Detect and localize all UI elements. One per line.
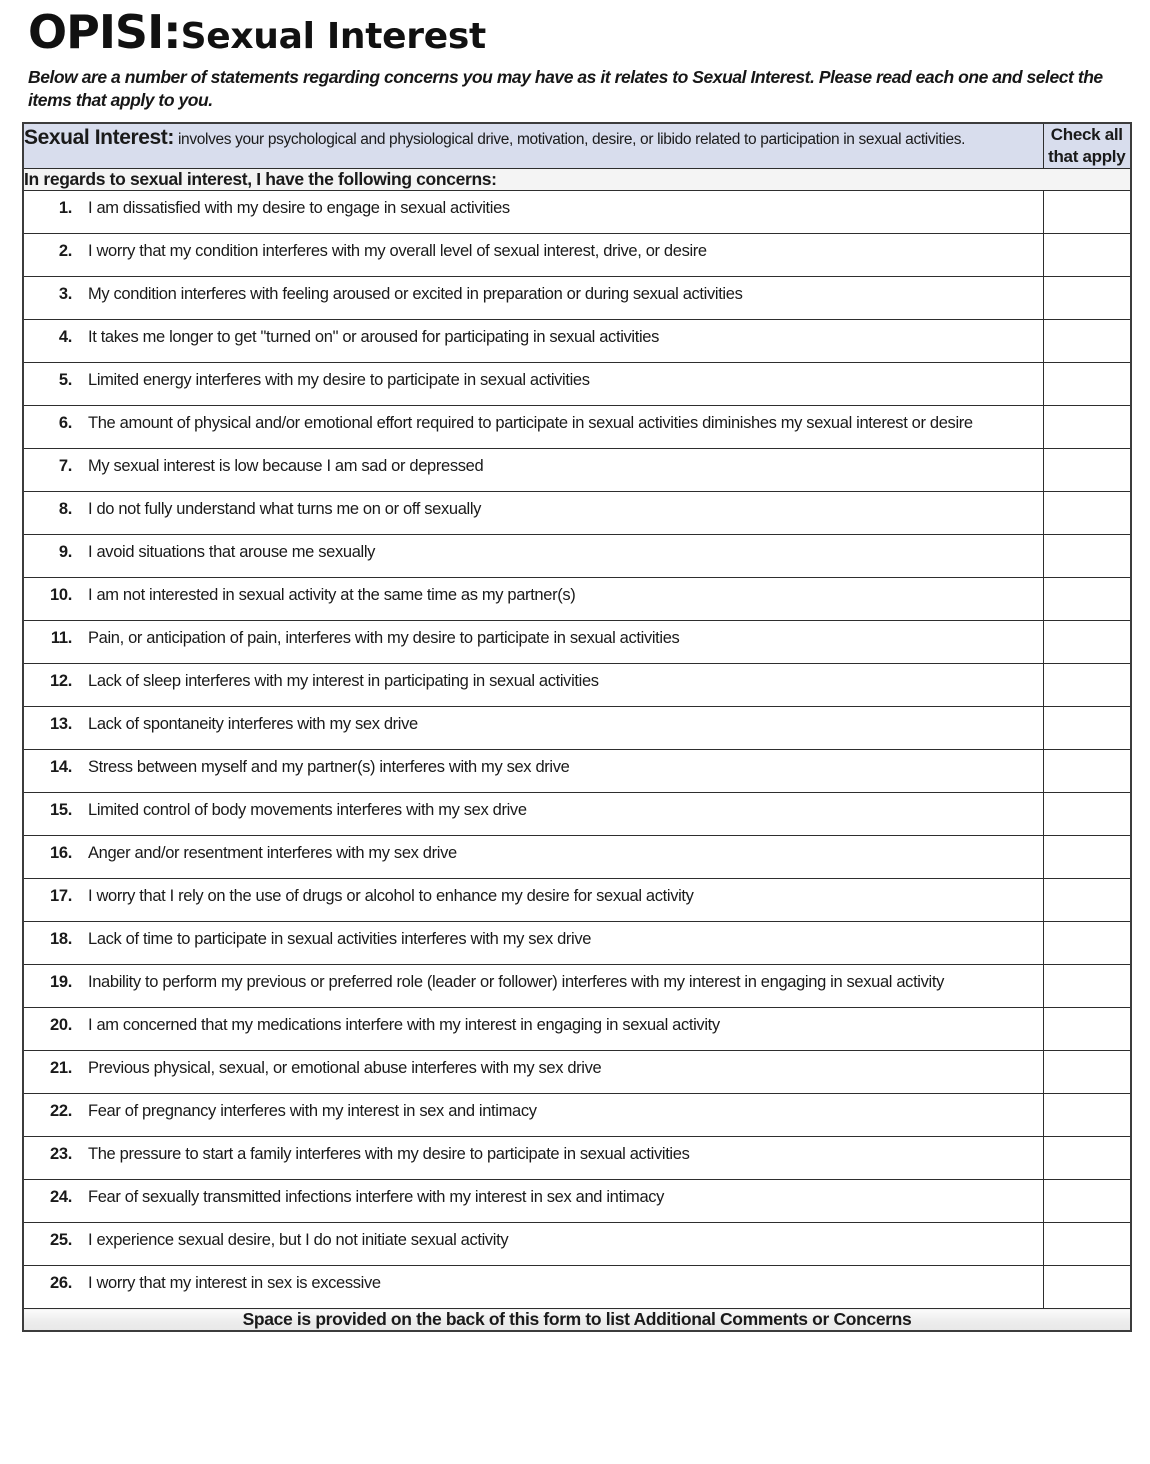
item-number: 10. (49, 586, 72, 605)
table-row (23, 535, 1131, 578)
item-number: 25. (49, 1231, 72, 1250)
table-row (23, 1266, 1131, 1309)
check-column-header: Check all that apply (1043, 123, 1131, 169)
item-cell (23, 793, 1043, 836)
table-row (23, 879, 1131, 922)
item-text: I do not fully understand what turns me on or off sexually (88, 500, 482, 519)
item-cell (23, 1180, 1043, 1223)
item-checkbox-cell[interactable] (1043, 191, 1131, 234)
item-checkbox-cell[interactable] (1043, 363, 1131, 406)
item-number: 15. (49, 801, 72, 820)
table-row (23, 750, 1131, 793)
item-checkbox-cell[interactable] (1043, 1137, 1131, 1180)
item-cell (23, 363, 1043, 406)
item-cell (23, 449, 1043, 492)
item-number: 26. (49, 1274, 72, 1293)
item-cell (23, 836, 1043, 879)
item-text: I am dissatisfied with my desire to engage in sexual activities (88, 199, 510, 218)
item-checkbox-cell[interactable] (1043, 320, 1131, 363)
item-text: Fear of sexually transmitted infections interfere with my interest in sex and intimacy (88, 1188, 665, 1207)
item-cell (23, 578, 1043, 621)
item-cell (23, 1094, 1043, 1137)
table-row (23, 492, 1131, 535)
item-number: 3. (58, 285, 72, 304)
item-checkbox-cell[interactable] (1043, 1094, 1131, 1137)
instructions-paragraph: Below are a number of statements regarding concerns you may have as it relates to Sexual Interest. Please read each one and select the items that apply to you. (28, 67, 1103, 110)
item-cell (23, 406, 1043, 449)
item-number: 5. (58, 371, 72, 390)
item-number: 14. (49, 758, 72, 777)
item-number: 1. (58, 199, 72, 218)
item-checkbox-cell[interactable] (1043, 277, 1131, 320)
table-row (23, 965, 1131, 1008)
item-cell (23, 191, 1043, 234)
item-checkbox-cell[interactable] (1043, 1051, 1131, 1094)
page-title (28, 5, 1132, 59)
item-number: 4. (58, 328, 72, 347)
table-row (23, 449, 1131, 492)
table-row (23, 277, 1131, 320)
table-row (23, 664, 1131, 707)
item-checkbox-cell[interactable] (1043, 1008, 1131, 1051)
item-number: 23. (49, 1145, 72, 1164)
item-number: 7. (58, 457, 72, 476)
table-row (23, 363, 1131, 406)
item-number: 22. (49, 1102, 72, 1121)
item-checkbox-cell[interactable] (1043, 793, 1131, 836)
item-checkbox-cell[interactable] (1043, 492, 1131, 535)
item-cell (23, 492, 1043, 535)
item-cell (23, 535, 1043, 578)
table-row (23, 234, 1131, 277)
table-row (23, 1094, 1131, 1137)
item-number: 17. (49, 887, 72, 906)
table-row (23, 922, 1131, 965)
item-cell (23, 664, 1043, 707)
table-row (23, 1180, 1131, 1223)
item-checkbox-cell[interactable] (1043, 664, 1131, 707)
page-title-scale-name: Sexual Interest (180, 16, 486, 57)
item-cell (23, 922, 1043, 965)
item-text: The amount of physical and/or emotional effort required to participate in sexual activities diminishes my sexual interest or desire (88, 414, 973, 433)
table-row (23, 320, 1131, 363)
item-number: 20. (49, 1016, 72, 1035)
item-number: 9. (58, 543, 72, 562)
section-prompt-row (23, 169, 1131, 191)
table-row (23, 793, 1131, 836)
item-number: 2. (58, 242, 72, 261)
item-text: My condition interferes with feeling aroused or excited in preparation or during sexual activities (88, 285, 743, 304)
item-text: It takes me longer to get "turned on" or aroused for participating in sexual activities (88, 328, 660, 347)
table-row (23, 707, 1131, 750)
item-text: Fear of pregnancy interferes with my interest in sex and intimacy (88, 1102, 537, 1121)
item-number: 11. (50, 629, 72, 648)
item-text: Lack of time to participate in sexual activities interferes with my sex drive (88, 930, 592, 949)
item-text: My sexual interest is low because I am sad or depressed (88, 457, 484, 476)
item-checkbox-cell[interactable] (1043, 879, 1131, 922)
item-text: I worry that I rely on the use of drugs or alcohol to enhance my desire for sexual activity (88, 887, 694, 906)
item-cell (23, 750, 1043, 793)
item-cell (23, 1223, 1043, 1266)
item-checkbox-cell[interactable] (1043, 535, 1131, 578)
section-prompt: In regards to sexual interest, I have the following concerns: (23, 169, 1131, 191)
table-header-row (23, 123, 1131, 169)
item-text: Lack of sleep interferes with my interest in participating in sexual activities (88, 672, 599, 691)
page-title-acronym: OPISI: (28, 5, 181, 59)
item-cell (23, 234, 1043, 277)
item-checkbox-cell[interactable] (1043, 836, 1131, 879)
definition-label: Sexual Interest: (24, 126, 174, 150)
item-checkbox-cell[interactable] (1043, 621, 1131, 664)
item-text: Anger and/or resentment interferes with my sex drive (88, 844, 457, 863)
item-checkbox-cell[interactable] (1043, 1266, 1131, 1309)
item-checkbox-cell[interactable] (1043, 922, 1131, 965)
sexual-interest-questionnaire-table (22, 122, 1132, 1332)
table-row (23, 1008, 1131, 1051)
item-cell (23, 621, 1043, 664)
item-text: I am not interested in sexual activity at the same time as my partner(s) (88, 586, 576, 605)
item-number: 6. (58, 414, 72, 433)
item-checkbox-cell[interactable] (1043, 707, 1131, 750)
item-text: The pressure to start a family interferes with my desire to participate in sexual activities (88, 1145, 690, 1164)
item-text: Limited control of body movements interferes with my sex drive (88, 801, 527, 820)
item-number: 19. (49, 973, 72, 992)
item-number: 12. (49, 672, 72, 691)
item-cell (23, 707, 1043, 750)
item-cell (23, 1137, 1043, 1180)
item-cell (23, 1266, 1043, 1309)
table-row (23, 621, 1131, 664)
item-cell (23, 965, 1043, 1008)
item-number: 18. (49, 930, 72, 949)
item-text: Lack of spontaneity interferes with my sex drive (88, 715, 418, 734)
footer-note: Space is provided on the back of this form to list Additional Comments or Concerns (23, 1309, 1131, 1332)
item-checkbox-cell[interactable] (1043, 750, 1131, 793)
item-checkbox-cell[interactable] (1043, 578, 1131, 621)
item-text: I worry that my interest in sex is excessive (88, 1274, 381, 1293)
item-number: 21. (49, 1059, 72, 1078)
item-checkbox-cell[interactable] (1043, 1223, 1131, 1266)
item-text: I avoid situations that arouse me sexually (88, 543, 376, 562)
table-row (23, 1051, 1131, 1094)
item-text: I experience sexual desire, but I do not initiate sexual activity (88, 1231, 509, 1250)
item-checkbox-cell[interactable] (1043, 234, 1131, 277)
item-cell (23, 879, 1043, 922)
item-checkbox-cell[interactable] (1043, 965, 1131, 1008)
item-text: I am concerned that my medications interfere with my interest in engaging in sexual activity (88, 1016, 720, 1035)
item-cell (23, 320, 1043, 363)
item-text: I worry that my condition interferes with my overall level of sexual interest, drive, or desire (88, 242, 707, 261)
item-number: 16. (49, 844, 72, 863)
item-cell (23, 1051, 1043, 1094)
definition-cell (23, 123, 1043, 169)
item-text: Stress between myself and my partner(s) interferes with my sex drive (88, 758, 570, 777)
table-row (23, 836, 1131, 879)
table-row (23, 191, 1131, 234)
item-checkbox-cell[interactable] (1043, 449, 1131, 492)
definition-text: involves your psychological and physiological drive, motivation, desire, or libido related to participation in sexual activities. (174, 131, 966, 149)
item-checkbox-cell[interactable] (1043, 406, 1131, 449)
item-checkbox-cell[interactable] (1043, 1180, 1131, 1223)
item-text: Previous physical, sexual, or emotional abuse interferes with my sex drive (88, 1059, 602, 1078)
table-row (23, 1223, 1131, 1266)
item-number: 8. (58, 500, 72, 519)
item-number: 13. (49, 715, 72, 734)
table-body (23, 123, 1131, 1331)
footer-row (23, 1309, 1131, 1332)
item-text: Limited energy interferes with my desire to participate in sexual activities (88, 371, 590, 390)
item-text: Pain, or anticipation of pain, interferes with my desire to participate in sexual activities (88, 629, 680, 648)
item-cell (23, 1008, 1043, 1051)
item-number: 24. (49, 1188, 72, 1207)
table-row (23, 406, 1131, 449)
item-cell (23, 277, 1043, 320)
table-row (23, 578, 1131, 621)
item-text: Inability to perform my previous or preferred role (leader or follower) interferes with my interest in engaging in sexual activity (88, 973, 944, 992)
table-row (23, 1137, 1131, 1180)
